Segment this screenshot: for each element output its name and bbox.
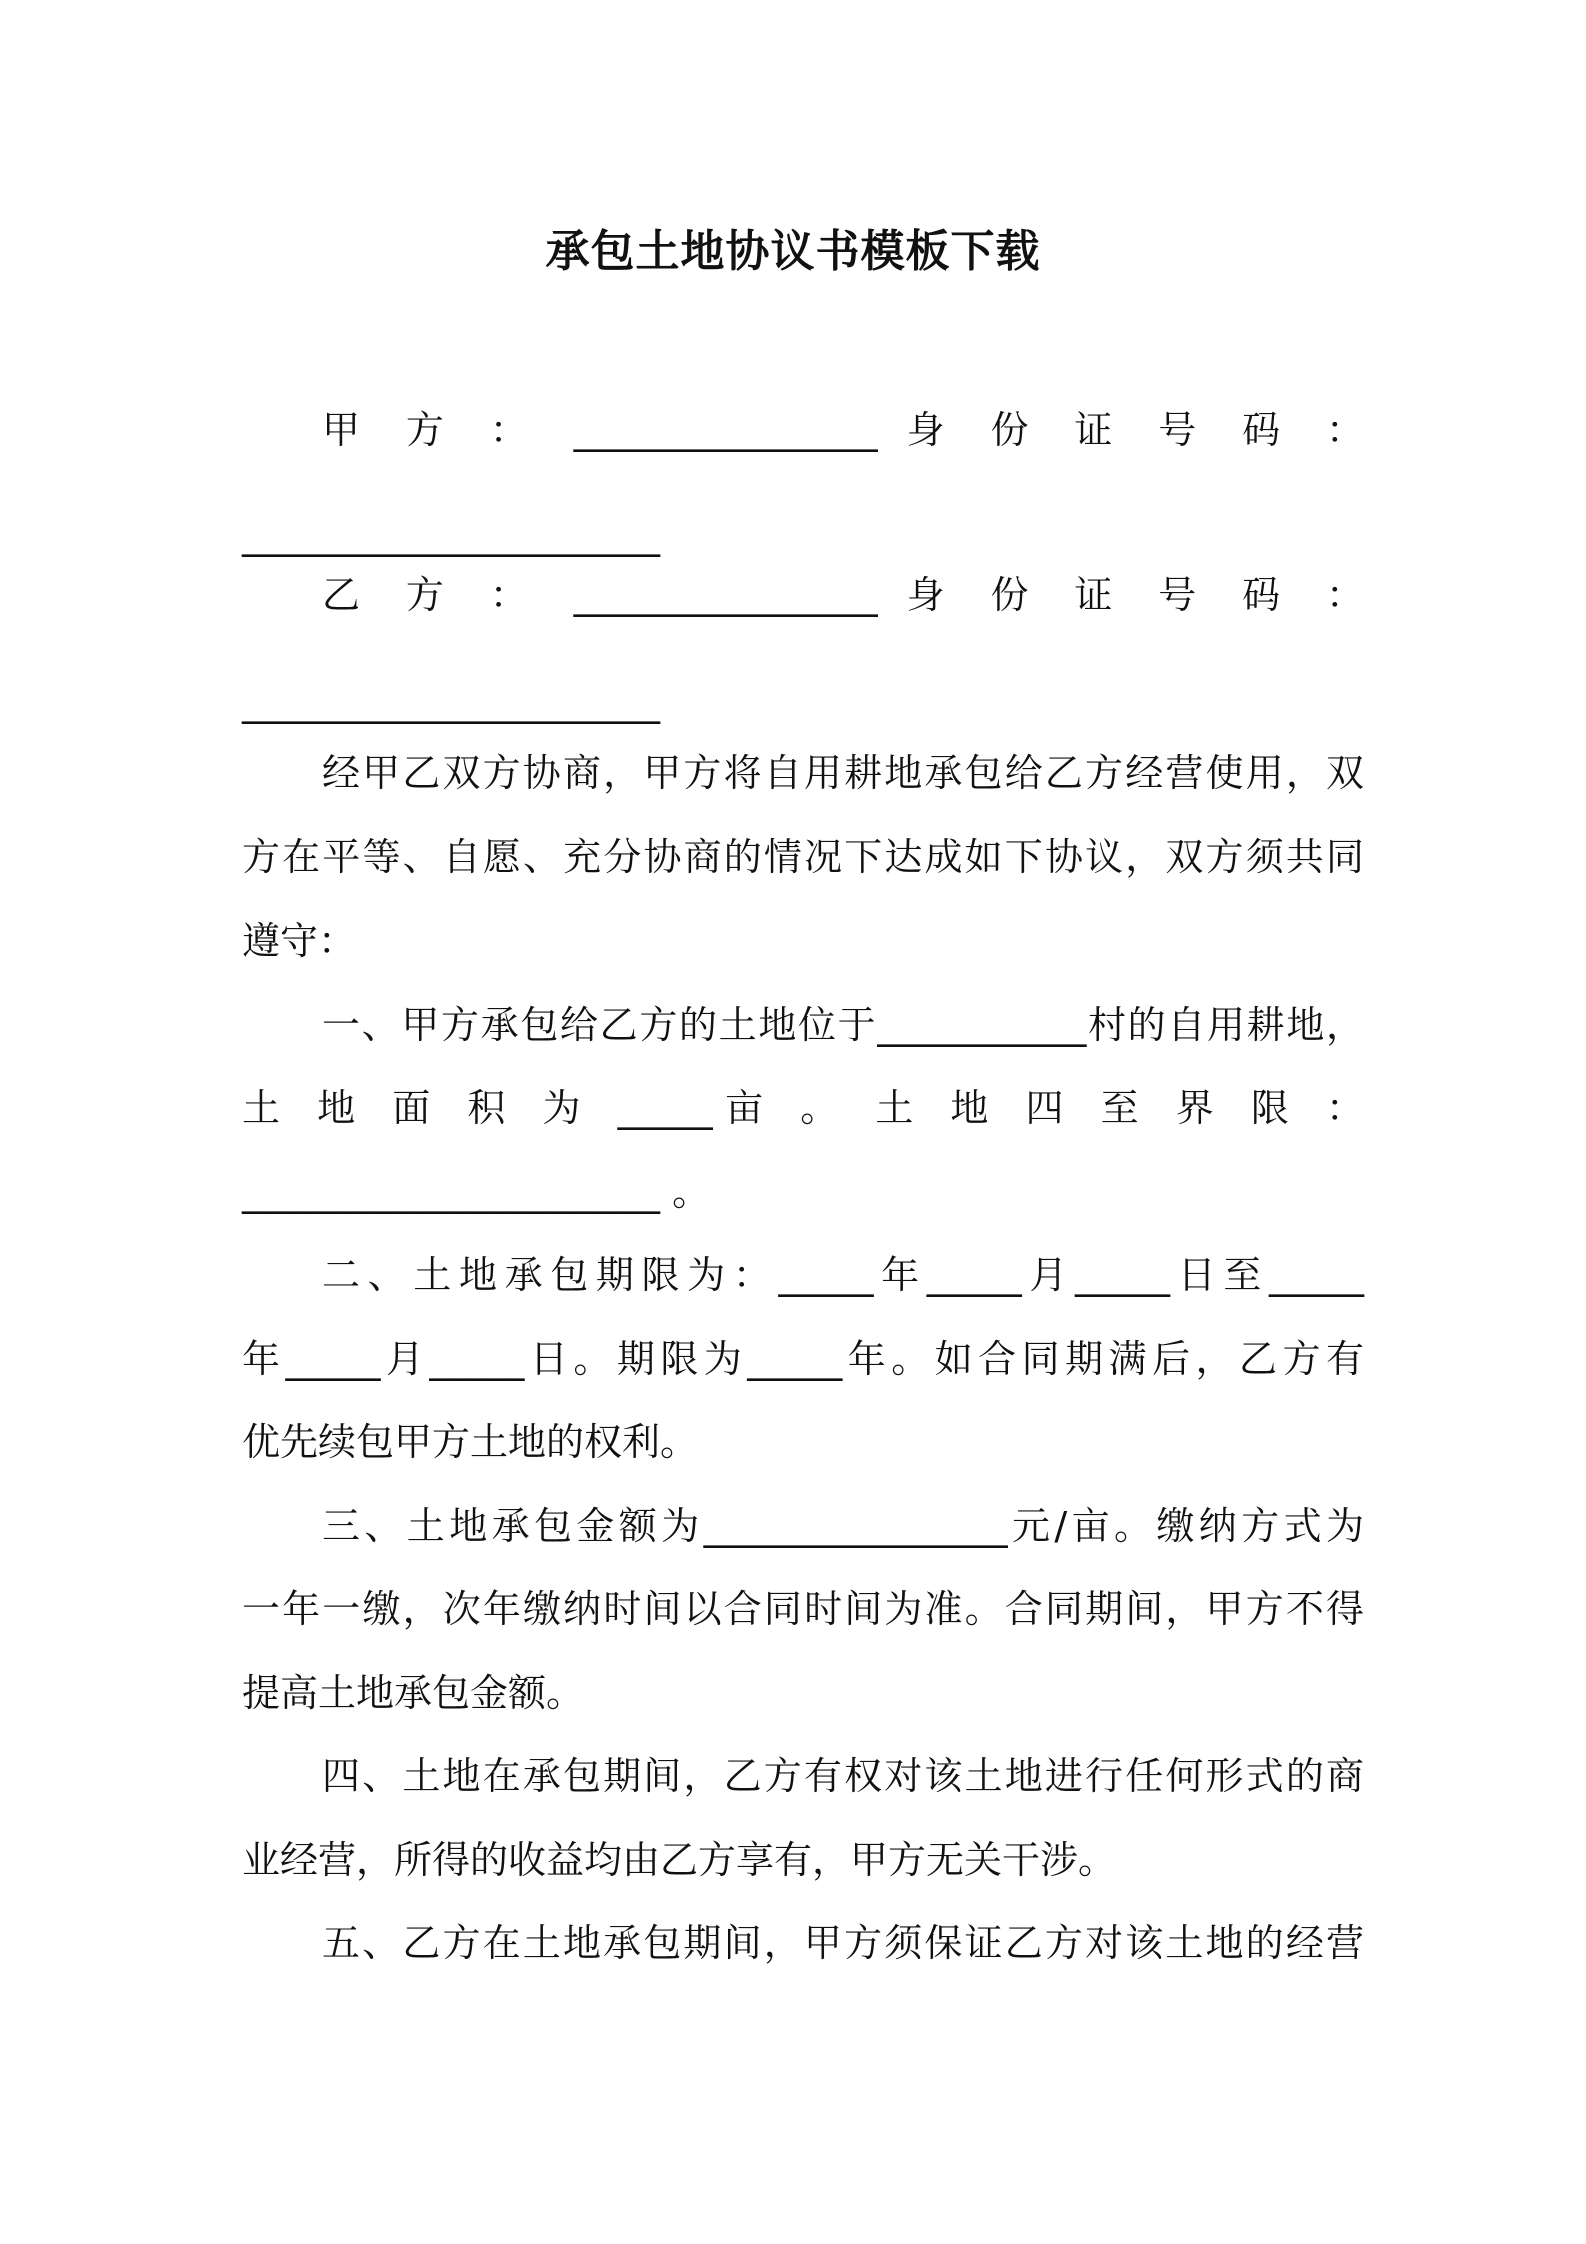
clause-2-line-3: 优先续包甲方土地的权利。 <box>242 1420 699 1464</box>
clause-4-line-2: 业经营，所得的收益均由乙方享有，甲方无关干涉。 <box>242 1838 1117 1882</box>
clause-3-line-3: 提高土地承包金额。 <box>242 1671 585 1715</box>
party-a-line: 甲 方 ： ________________ 身 份 证 号 码 ： <box>322 408 1364 452</box>
document-title: 承包土地协议书模板下载 <box>545 226 1041 277</box>
clause-2-line-2: 年_____月_____日。期限为_____年。如合同期满后，乙方有 <box>242 1337 1364 1381</box>
clause-3-line-1: 三、土地承包金额为________________元/亩。缴纳方式为 <box>322 1504 1364 1548</box>
clause-2-line-1: 二、土地承包期限为：_____年_____月_____日至_____ <box>322 1253 1364 1297</box>
party-b-id-blank: ______________________ <box>242 680 660 724</box>
clause-1-line-2: 土 地 面 积 为 _____亩 。 土 地 四 至 界 限 ： <box>242 1086 1364 1130</box>
intro-line-3: 遵守： <box>242 919 357 963</box>
party-b-line: 乙 方 ： ________________ 身 份 证 号 码 ： <box>322 573 1364 617</box>
clause-5-line-1: 五、乙方在土地承包期间，甲方须保证乙方对该土地的经营 <box>322 1921 1364 1965</box>
party-a-id-blank: ______________________ <box>242 513 660 557</box>
intro-line-1: 经甲乙双方协商，甲方将自用耕地承包给乙方经营使用，双 <box>322 751 1364 795</box>
intro-line-2: 方在平等、自愿、充分协商的情况下达成如下协议，双方须共同 <box>242 835 1364 879</box>
clause-1-line-1: 一、甲方承包给乙方的土地位于___________村的自用耕地， <box>322 1003 1364 1047</box>
clause-3-line-2: 一年一缴，次年缴纳时间以合同时间为准。合同期间，甲方不得 <box>242 1587 1364 1631</box>
clause-1-line-3: ______________________ 。 <box>242 1170 711 1214</box>
clause-4-line-1: 四、土地在承包期间，乙方有权对该土地进行任何形式的商 <box>322 1754 1364 1798</box>
